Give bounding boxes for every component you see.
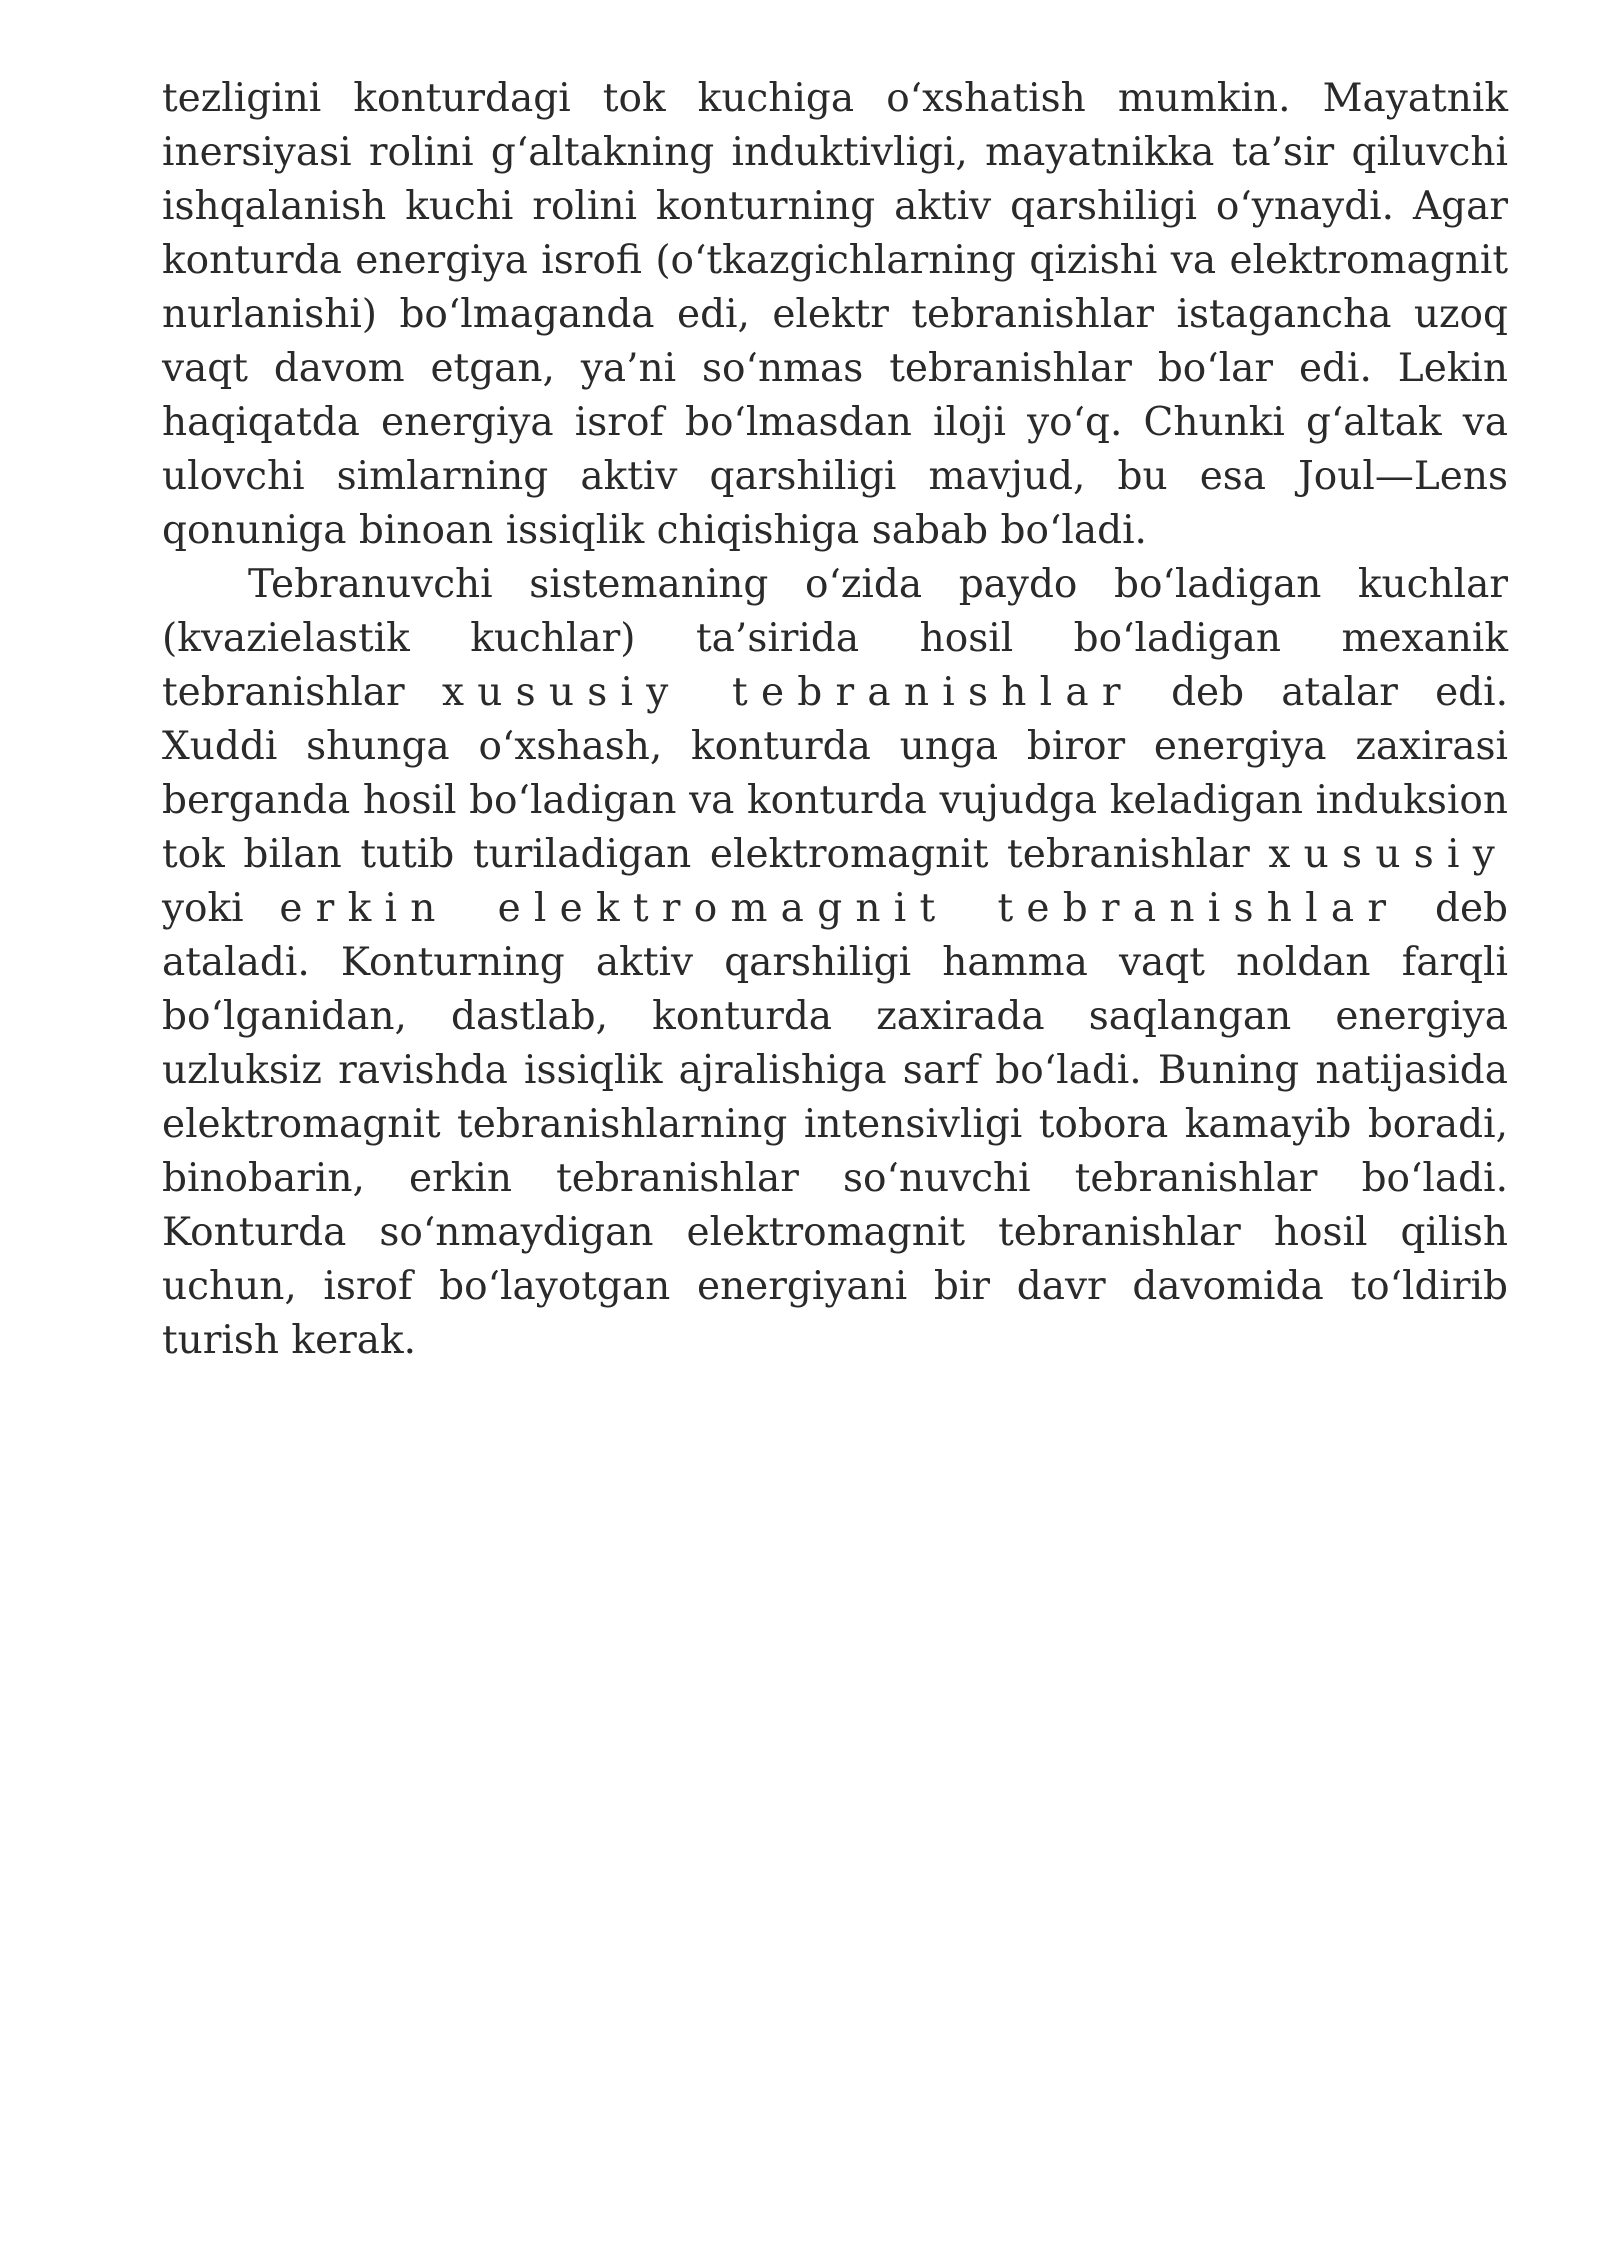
term-xususiy: xususiy [1268, 832, 1508, 877]
paragraph-2 [162, 558, 1508, 1368]
paragraph-2-text-3: yoki [162, 886, 280, 931]
term-erkin-elektromagnit-tebranishlar: erkin elektromagnit tebranishlar [279, 886, 1400, 931]
paragraph-1: tezligini konturdagi tok kuchiga o‘xshatish mumkin. Mayatnik inersiyasi rolini g‘altakning induktivligi, mayatnikka ta’sir qiluvchi ishqalanish kuchi rolini konturning aktiv qarshiligi o‘ynaydi. Agar konturda energiya isrofi (o‘tkazgichlarning qizishi va elektromagnit nurlanishi) bo‘lmaganda edi, elektr tebranishlar istagancha uzoq vaqt davom etgan, ya’ni so‘nmas tebranishlar bo‘lar edi. Lekin haqiqatda energiya isrof bo‘lmasdan iloji yo‘q. Chunki g‘altak va ulovchi simlarning aktiv qarshiligi mavjud, bu esa Joul—Lens qonuniga binoan issiqlik chiqishiga sabab bo‘ladi. [162, 76, 1508, 553]
document-page [162, 72, 1508, 1368]
paragraph-2-text-1: Tebranuvchi sistemaning o‘zida paydo bo‘ladigan kuchlar (kvazielastik kuchlar) ta’sirida hosil bo‘ladigan mexanik tebranishlar [162, 562, 1508, 715]
term-xususiy-tebranishlar: xususiy tebranishlar [441, 670, 1134, 715]
paragraph-2-text-4: deb ataladi. Konturning aktiv qarshiligi hamma vaqt noldan farqli bo‘lganidan, dastlab, konturda zaxirada saqlangan energiya uzluksiz ravishda issiqlik ajralishiga sarf bo‘ladi. Buning natijasida elektromagnit tebranishlarning intensivligi tobora kamayib boradi, binobarin, erkin tebranishlar so‘nuvchi tebranishlar bo‘ladi. Konturda so‘nmaydigan elektromagnit tebranishlar hosil qilish uchun, isrof bo‘layotgan energiyani bir davr davomida to‘ldirib turish kerak. [162, 886, 1508, 1363]
paragraph-2-text-2: deb atalar edi. Xuddi shunga o‘xshash, konturda unga biror energiya zaxirasi berganda hosil bo‘ladigan va konturda vujudga keladigan induksion tok bilan tutib turiladigan elektromagnit tebranishlar [162, 670, 1508, 877]
